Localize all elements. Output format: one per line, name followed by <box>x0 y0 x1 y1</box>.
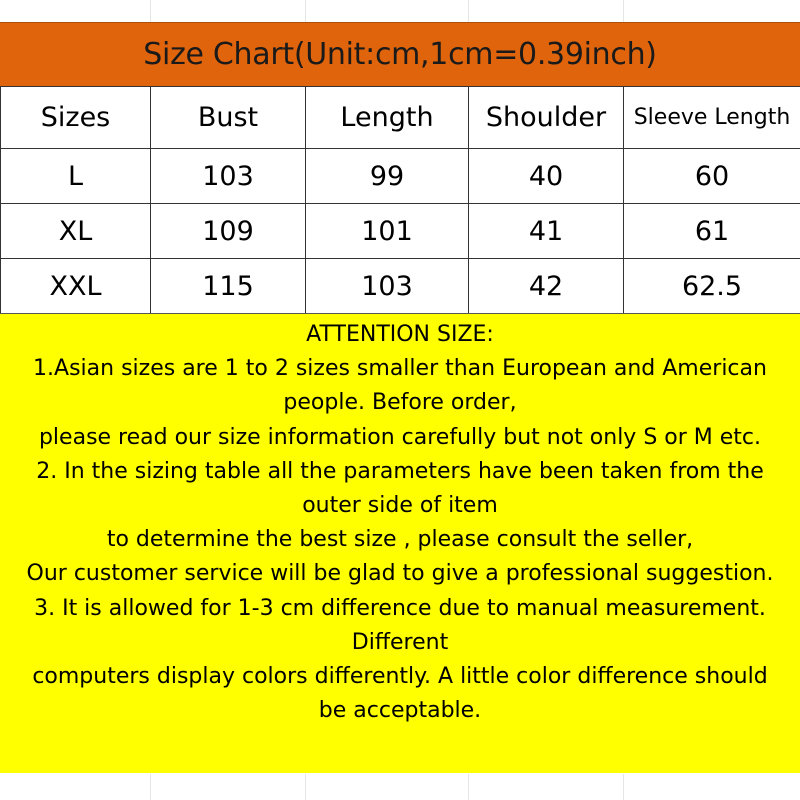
notice-line: 2. In the sizing table all the parameters have been taken from the <box>36 458 764 484</box>
cell-size: XL <box>1 204 151 259</box>
table-header-row <box>1 87 800 149</box>
notice-line: please read our size information carefully but not only S or M etc. <box>38 424 762 450</box>
cell-bust: 109 <box>151 204 306 259</box>
table-row <box>1 204 800 259</box>
header-shoulder: Shoulder <box>469 87 624 149</box>
notice-line: 3. It is allowed for 1-3 cm difference due to manual measurement. <box>34 595 766 621</box>
notice-line: computers display colors differently. A little color difference should <box>32 664 768 690</box>
attention-heading: ATTENTION SIZE: <box>306 322 494 347</box>
notice-line: 1.Asian sizes are 1 to 2 sizes smaller than European and American <box>33 356 767 382</box>
size-table <box>0 86 800 314</box>
cell-shoulder: 42 <box>469 259 624 314</box>
cell-length: 99 <box>306 149 469 204</box>
notice-line: people. Before order, <box>283 390 517 416</box>
cell-shoulder: 41 <box>469 204 624 259</box>
notice-line: to determine the best size , please consult the seller, <box>106 527 694 553</box>
cell-shoulder: 40 <box>469 149 624 204</box>
header-length: Length <box>306 87 469 149</box>
cell-sleeve-length: 61 <box>624 204 800 259</box>
cell-sleeve-length: 60 <box>624 149 800 204</box>
notice-line: Different <box>351 629 449 655</box>
header-bust: Bust <box>151 87 306 149</box>
notice-line: outer side of item <box>302 493 498 519</box>
cell-length: 103 <box>306 259 469 314</box>
cell-sleeve-length: 62.5 <box>624 259 800 314</box>
header-sleeve-length: Sleeve Length <box>624 87 800 149</box>
table-row <box>1 259 800 314</box>
cell-length: 101 <box>306 204 469 259</box>
header-sizes: Sizes <box>1 87 151 149</box>
size-chart-title: Size Chart(Unit:cm,1cm=0.39inch) <box>0 22 800 87</box>
attention-notice <box>0 313 800 773</box>
table-row <box>1 149 800 204</box>
cell-bust: 103 <box>151 149 306 204</box>
notice-line: be acceptable. <box>318 698 482 724</box>
notice-line: Our customer service will be glad to give a professional suggestion. <box>26 561 774 587</box>
cell-size: XXL <box>1 259 151 314</box>
cell-bust: 115 <box>151 259 306 314</box>
cell-size: L <box>1 149 151 204</box>
